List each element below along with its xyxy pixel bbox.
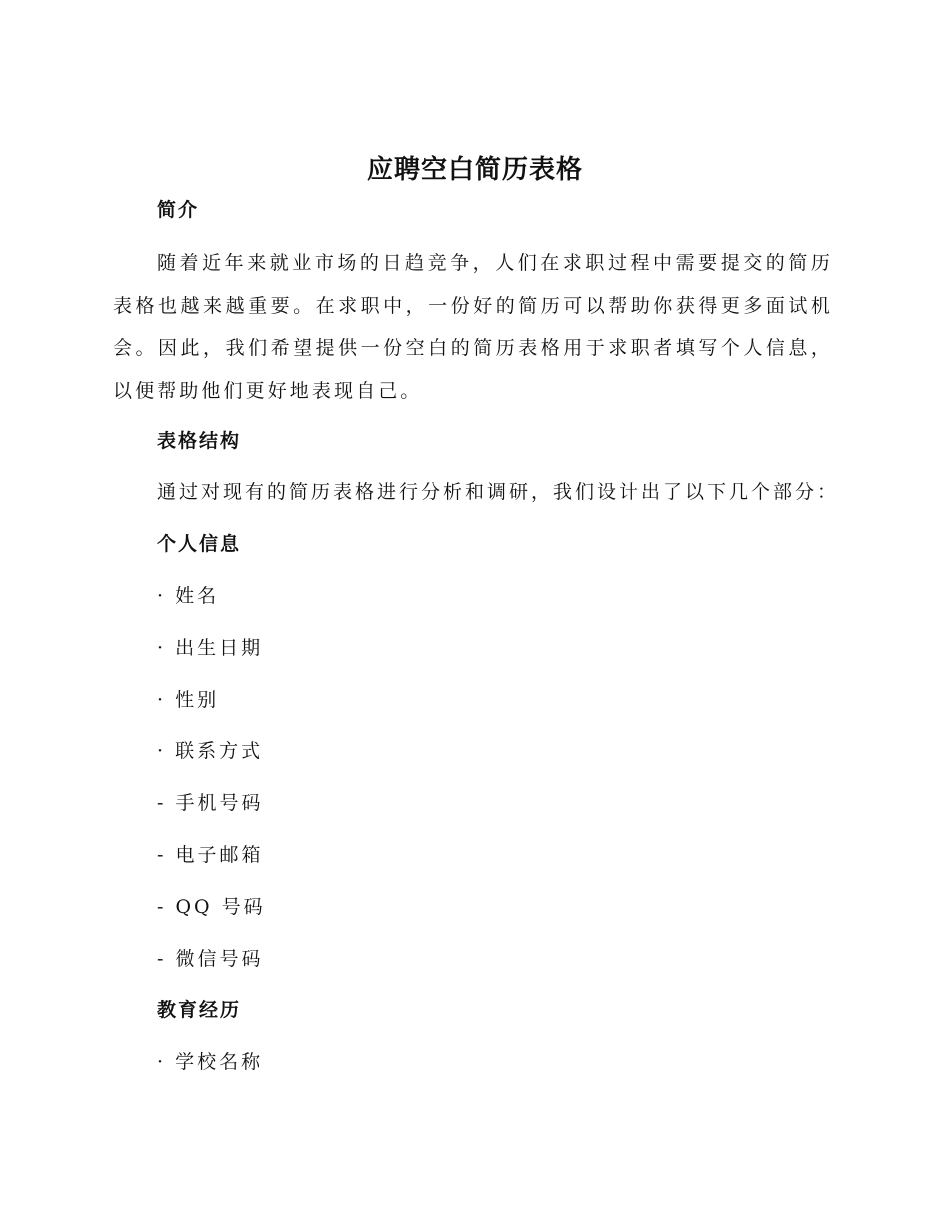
list-item-contact: · 联系方式	[157, 740, 264, 762]
section-heading-structure: 表格结构	[157, 430, 242, 452]
list-subitem-phone: - 手机号码	[157, 792, 264, 814]
list-item-name: · 姓名	[157, 585, 220, 607]
list-subitem-wechat: - 微信号码	[157, 948, 264, 970]
section-heading-education: 教育经历	[157, 999, 242, 1021]
intro-paragraph: 随着近年来就业市场的日趋竞争，人们在求职过程中需要提交的简历表格也越来越重要。在求职中，一份好的简历可以帮助你获得更多面试机会。因此，我们希望提供一份空白的简历表格用于求职者填写个人信息，以便帮助他们更好地表现自己。	[113, 252, 833, 402]
document-title: 应聘空白简历表格	[366, 155, 583, 185]
section-heading-intro: 简介	[157, 199, 200, 221]
structure-paragraph: 通过对现有的简历表格进行分析和调研，我们设计出了以下几个部分：	[157, 481, 840, 503]
list-item-school: · 学校名称	[157, 1051, 264, 1073]
list-item-gender: · 性别	[157, 689, 220, 711]
section-heading-personal: 个人信息	[157, 533, 242, 555]
list-subitem-qq: - QQ 号码	[157, 896, 266, 918]
list-subitem-email: - 电子邮箱	[157, 844, 264, 866]
list-item-birthdate: · 出生日期	[157, 637, 264, 659]
